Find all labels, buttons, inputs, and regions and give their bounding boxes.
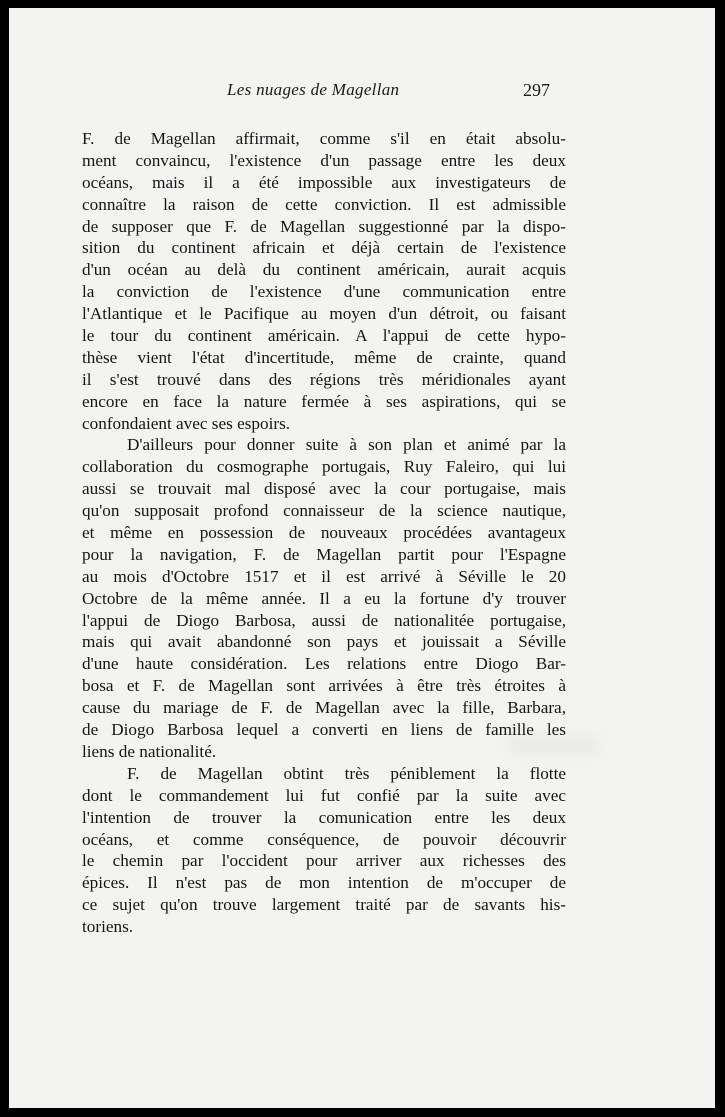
text-line: le tour du continent américain. A l'appui de cette hypo- (82, 326, 566, 346)
text-line: au mois d'Octobre 1517 et il est arrivé à Séville le 20 (82, 566, 566, 586)
text-line: d'un océan au delà du continent américain, aurait acquis (82, 260, 566, 280)
text-line: pour la navigation, F. de Magellan partit pour l'Espagne (82, 544, 566, 564)
text-line: Octobre de la même année. Il a eu la fortune d'y trouver (82, 588, 566, 608)
text-line: thèse vient l'état d'incertitude, même de crainte, quand (82, 347, 566, 367)
text-line: océans, et comme conséquence, de pouvoir découvrir (82, 829, 566, 849)
text-line: l'Atlantique et le Pacifique au moyen d'un détroit, ou faisant (82, 304, 566, 324)
text-line: la conviction de l'existence d'une communication entre (82, 282, 566, 302)
text-line: toriens. (82, 917, 134, 937)
text-line: épices. Il n'est pas de mon intention de m'occuper de (82, 873, 566, 893)
text-line: qu'on supposait profond connaisseur de la science nautique, (82, 501, 566, 521)
text-line: sition du continent africain et déjà certain de l'existence (82, 238, 566, 258)
text-line: et même en possession de nouveaux procédées avantageux (82, 523, 566, 543)
text-line: ce sujet qu'on trouve largement traité par de savants his- (82, 895, 566, 915)
paragraph (82, 128, 566, 434)
text-line: cause du mariage de F. de Magellan avec la fille, Barbara, (82, 698, 566, 718)
text-line: collaboration du cosmographe portugais, Ruy Faleiro, qui lui (82, 457, 566, 477)
text-line: D'ailleurs pour donner suite à son plan et animé par la (127, 435, 566, 455)
text-line: d'une haute considération. Les relations entre Diogo Bar- (82, 654, 566, 674)
text-line: il s'est trouvé dans des régions très méridionales ayant (82, 369, 566, 389)
text-line: de supposer que F. de Magellan suggestionné par la dispo- (82, 216, 566, 236)
text-line: de Diogo Barbosa lequel a converti en liens de famille les (82, 720, 566, 740)
text-line: encore en face la nature fermée à ses aspirations, qui se (82, 391, 566, 411)
paragraph (82, 763, 566, 938)
paragraph (82, 434, 566, 762)
text-line: confondaient avec ses espoirs. (82, 413, 291, 433)
running-title: Les nuages de Magellan (227, 80, 400, 99)
text-line: F. de Magellan affirmait, comme s'il en était absolu- (82, 129, 566, 148)
page-header (9, 80, 715, 104)
text-line: mais qui avait abandonné son pays et jouissait a Séville (82, 632, 566, 652)
text-line: l'intention de trouver la comunication entre les deux (82, 807, 566, 827)
page-number: 297 (523, 80, 550, 100)
text-line: océans, mais il a été impossible aux investigateurs de (82, 172, 566, 192)
text-line: connaître la raison de cette conviction. Il est admissible (82, 194, 566, 214)
text-line: liens de nationalité. (82, 741, 217, 761)
text-line: dont le commandement lui fut confié par la suite avec (82, 785, 566, 805)
text-line: F. de Magellan obtint très péniblement la flotte (127, 763, 566, 783)
book-page (9, 8, 715, 1108)
text-line: aussi se trouvait mal disposé avec la cour portugaise, mais (82, 479, 566, 499)
text-line: bosa et F. de Magellan sont arrivées à être très étroites à (82, 676, 566, 696)
text-line: ment convaincu, l'existence d'un passage entre les deux (82, 150, 566, 170)
text-line: le chemin par l'occident pour arriver aux richesses des (82, 851, 566, 871)
body-text (82, 128, 566, 938)
text-line: l'appui de Diogo Barbosa, aussi de nationalitée portugaise, (82, 610, 566, 630)
